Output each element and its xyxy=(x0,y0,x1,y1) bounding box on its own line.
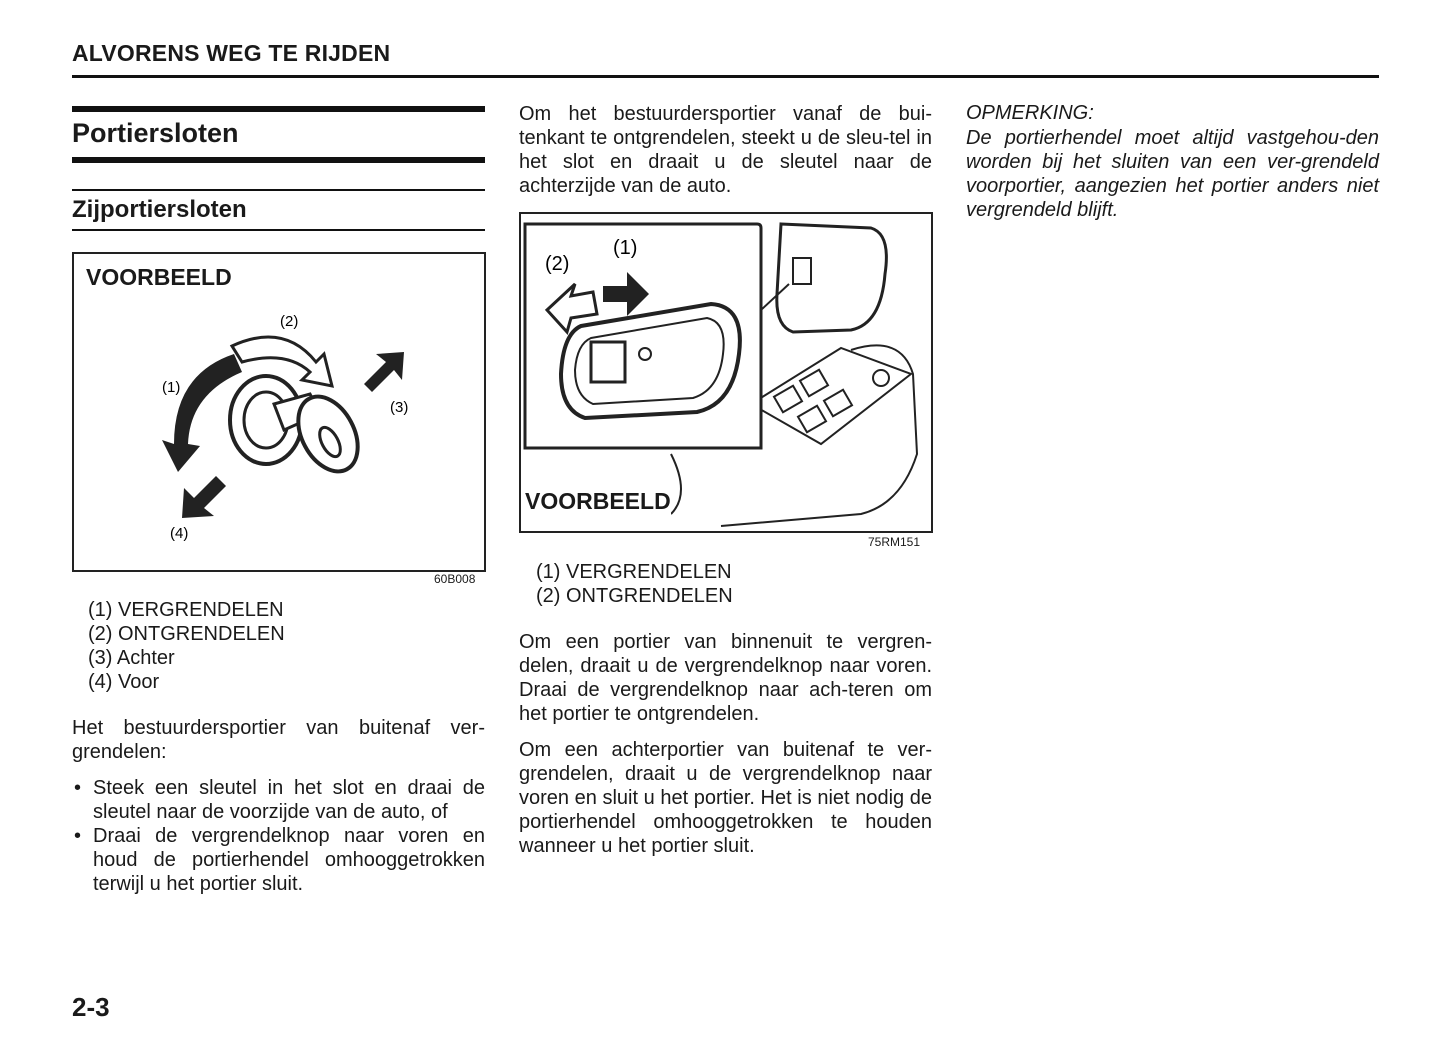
figure-code: 75RM151 xyxy=(868,535,921,549)
subsection-rule-top xyxy=(72,189,485,191)
legend-item: (3) Achter xyxy=(88,647,175,669)
legend-item: (2) ONTGRENDELEN xyxy=(88,623,285,645)
paragraph-lock-inside: Om een portier van binnenuit te vergren-delen, draait u de vergrendelknop naar voren. Draai de vergrendelknop naar ach-teren om het portier te ontgrendelen. xyxy=(519,631,932,725)
bullet-item: • Draai de vergrendelknop naar voren en houd de portierhendel omhooggetrokken terwijl u het portier sluit. xyxy=(74,825,485,895)
section-bar-bottom xyxy=(72,157,485,163)
callout-4: (4) xyxy=(170,525,189,542)
bullet-list xyxy=(72,776,485,896)
paragraph-rear-door: Om een achterportier van buitenaf te ver-grendelen, draait u de vergrendelknop naar voren en sluit u het portier. Het is niet nodig de portierhendel omhooggetrokken te houden wanneer u het portier sluit. xyxy=(519,739,932,857)
paragraph-unlock-outside: Om het bestuurdersportier vanaf de bui-tenkant te ontgrendelen, steekt u de sleu-tel in het slot en draait u de sleutel naar de achterzijde van de auto. xyxy=(519,103,932,197)
door-lock-illustration xyxy=(521,214,931,531)
header-rule xyxy=(72,75,1379,78)
page-number: 2-3 xyxy=(72,992,110,1022)
front-arrow xyxy=(182,476,226,518)
figure-legend xyxy=(88,598,285,694)
note-heading: OPMERKING: xyxy=(966,102,1094,124)
figure-label: VOORBEELD xyxy=(86,264,232,290)
figure-door-lock xyxy=(519,212,933,533)
legend-item: (1) VERGRENDELEN xyxy=(88,599,284,621)
subsection-rule-bottom xyxy=(72,229,485,231)
subsection-title: Zijportiersloten xyxy=(72,196,247,223)
callout-3: (3) xyxy=(390,399,409,416)
legend-item: (4) Voor xyxy=(88,671,160,693)
callout-1: (1) xyxy=(613,237,638,259)
bullet-item: • Steek een sleutel in het slot en draai de sleutel naar de voorzijde van de auto, of xyxy=(74,777,485,823)
legend-item: (2) ONTGRENDELEN xyxy=(536,585,733,607)
note-body: De portierhendel moet altijd vastgehou-den worden bij het sluiten van een ver-grendeld voorportier, aangezien het portier anders niet vergrendeld blijft. xyxy=(966,127,1379,221)
figure-key-lock xyxy=(72,252,486,572)
lock-knob xyxy=(591,342,625,382)
key-lock-illustration xyxy=(74,254,484,570)
rear-arrow xyxy=(364,352,404,392)
callout-1: (1) xyxy=(162,379,181,396)
section-title: Portiersloten xyxy=(72,118,239,148)
figure-code: 60B008 xyxy=(434,572,476,586)
callout-2: (2) xyxy=(545,253,570,275)
callout-2: (2) xyxy=(280,313,299,330)
figure-legend xyxy=(536,560,733,608)
page-header-title: ALVORENS WEG TE RIJDEN xyxy=(72,40,391,66)
section-bar-top xyxy=(72,106,485,112)
intro-paragraph: Het bestuurdersportier van buitenaf ver-grendelen: xyxy=(72,717,485,763)
legend-item: (1) VERGRENDELEN xyxy=(536,561,732,583)
figure-label: VOORBEELD xyxy=(525,488,671,514)
